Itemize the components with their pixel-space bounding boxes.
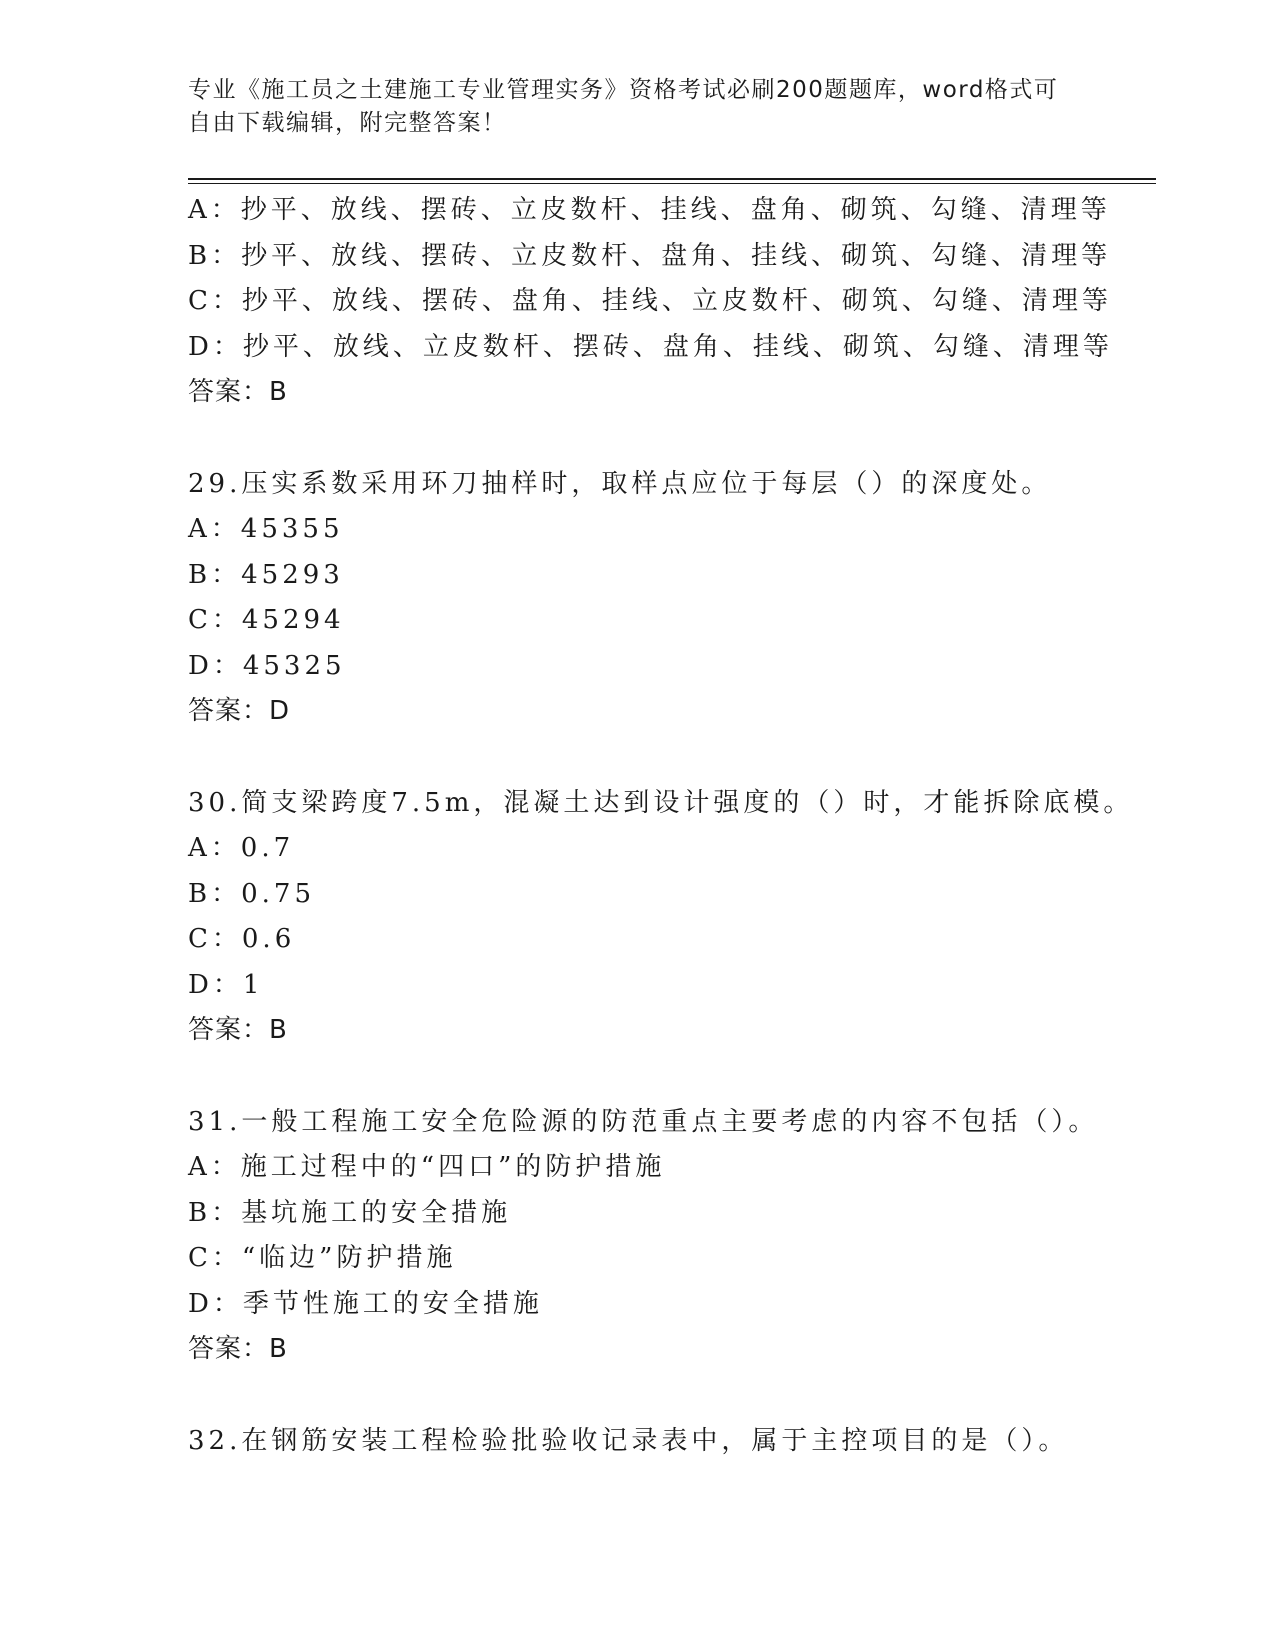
header-title-line1: 专业《施工员之土建施工专业管理实务》资格考试必刷200题题库，word格式可 (188, 77, 1059, 103)
option-a: A：施工过程中的“四口”的防护措施 (188, 1152, 666, 1182)
option-b: B：0.75 (188, 878, 315, 909)
question-list (188, 188, 1156, 1464)
option-d: D：1 (188, 969, 264, 1000)
question-28-block (188, 188, 1156, 416)
question-29-block (188, 462, 1156, 735)
question-text: 30.简支梁跨度7.5m，混凝土达到设计强度的（）时，才能拆除底模。 (188, 787, 1134, 818)
spacer (188, 1373, 1156, 1419)
option-c: C：“临边”防护措施 (188, 1243, 457, 1273)
answer-line: 答案：D (188, 696, 291, 726)
answer-line: 答案：B (188, 1015, 288, 1045)
option-a: A：45355 (188, 514, 344, 544)
option-d: D：45325 (188, 650, 346, 681)
option-b: B：45293 (188, 559, 344, 590)
option-d: D：季节性施工的安全措施 (188, 1288, 543, 1319)
question-30-block (188, 781, 1156, 1054)
header-title-line2: 自由下载编辑，附完整答案！ (188, 110, 507, 136)
question-text: 29.压实系数采用环刀抽样时，取样点应位于每层（）的深度处。 (188, 468, 1052, 499)
question-text: 31.一般工程施工安全危险源的防范重点主要考虑的内容不包括（）。 (188, 1106, 1099, 1137)
question-text: 32.在钢筋安装工程检验批验收记录表中，属于主控项目的是（）。 (188, 1425, 1069, 1456)
spacer (188, 735, 1156, 781)
answer-line: 答案：B (188, 1334, 288, 1364)
document-header (188, 74, 1088, 140)
option-c: C：抄平、放线、摆砖、盘角、挂线、立皮数杆、砌筑、勾缝、清理等 (188, 286, 1112, 316)
option-c: C：0.6 (188, 924, 296, 954)
header-divider-thick (188, 178, 1156, 180)
question-32-block (188, 1419, 1156, 1465)
option-b: B：抄平、放线、摆砖、立皮数杆、盘角、挂线、砌筑、勾缝、清理等 (188, 240, 1112, 271)
option-a: A：0.7 (188, 833, 295, 863)
option-c: C：45294 (188, 605, 345, 635)
answer-line: 答案：B (188, 377, 288, 407)
option-b: B：基坑施工的安全措施 (188, 1197, 512, 1228)
spacer (188, 416, 1156, 462)
header-divider-thin (188, 183, 1156, 184)
question-31-block (188, 1100, 1156, 1373)
option-a: A：抄平、放线、摆砖、立皮数杆、挂线、盘角、砌筑、勾缝、清理等 (188, 195, 1111, 225)
option-d: D：抄平、放线、立皮数杆、摆砖、盘角、挂线、砌筑、勾缝、清理等 (188, 331, 1113, 362)
spacer (188, 1054, 1156, 1100)
